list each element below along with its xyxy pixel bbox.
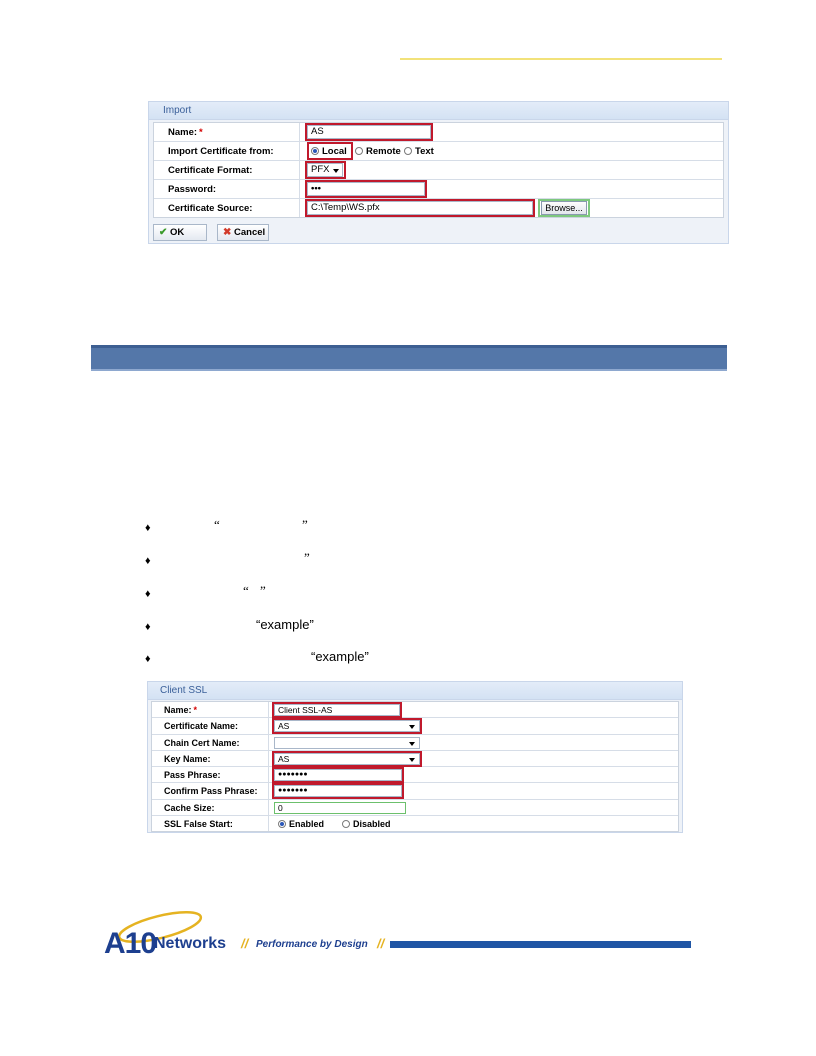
client-ssl-title: Client SSL (148, 682, 682, 700)
cert-name-highlight (272, 718, 422, 734)
client-ssl-form (151, 701, 679, 832)
radio-disabled[interactable]: Disabled (342, 819, 391, 829)
ssl-name-row (152, 702, 678, 718)
import-panel-title: Import (149, 102, 728, 120)
check-icon: ✔ (159, 227, 168, 238)
cancel-label: Cancel (234, 227, 266, 238)
confirm-pass-input[interactable]: ●●●●●●● (274, 785, 402, 797)
quoted-example: “example” (256, 617, 314, 632)
radio-remote[interactable]: Remote (355, 146, 401, 157)
ssl-name-label: Name: * (164, 705, 198, 715)
radio-remote-dot[interactable] (355, 147, 363, 155)
browse-button[interactable]: Browse... (541, 201, 587, 215)
top-rule (400, 58, 722, 60)
logo-slashes: // (377, 936, 385, 951)
logo-networks-text: Networks (154, 935, 227, 952)
cache-size-label: Cache Size: (164, 802, 215, 813)
cert-name-row (152, 718, 678, 734)
false-start-row (152, 816, 678, 832)
quote-close: ” (260, 583, 266, 598)
radio-enabled-dot[interactable] (278, 820, 286, 828)
bullet-marker: ♦ (145, 653, 151, 665)
format-row (154, 161, 723, 180)
source-row (154, 199, 723, 218)
chain-cert-select[interactable] (274, 737, 420, 749)
section-band (91, 345, 727, 371)
false-start-label: SSL False Start: (164, 819, 233, 830)
quote-open: “ (243, 583, 249, 598)
import-button-bar (149, 221, 728, 243)
password-highlight (305, 180, 427, 198)
radio-text-dot[interactable] (404, 147, 412, 155)
a10-logo (100, 905, 700, 965)
required-mark: * (193, 705, 198, 715)
format-highlight (305, 161, 346, 179)
cache-size-input[interactable]: 0 (274, 802, 406, 814)
radio-local[interactable]: Local (311, 146, 347, 157)
radio-disabled-dot[interactable] (342, 820, 350, 828)
pass-phrase-input[interactable]: ●●●●●●● (274, 769, 402, 781)
logo-tagline: Performance by Design (256, 939, 368, 950)
quote-close: ” (302, 517, 308, 532)
cache-size-row (152, 800, 678, 816)
pass-phrase-row (152, 767, 678, 783)
password-row (154, 180, 723, 199)
logo-a10-mark: A10 (104, 927, 157, 960)
ssl-name-highlight (272, 702, 402, 718)
cert-name-value: AS (278, 721, 290, 732)
password-label: Password: (168, 184, 217, 195)
import-panel (148, 101, 729, 244)
name-row (154, 123, 723, 142)
quote-open: “ (214, 517, 220, 532)
local-highlight (307, 142, 353, 160)
ssl-name-input[interactable]: Client SSL-AS (274, 704, 400, 716)
close-icon: ✖ (223, 227, 232, 238)
browse-highlight (538, 199, 590, 217)
name-input[interactable]: AS (307, 125, 431, 139)
cert-name-label: Certificate Name: (164, 721, 239, 732)
confirm-pass-highlight (272, 783, 404, 799)
logo-slashes: // (241, 936, 249, 951)
source-label: Certificate Source: (168, 203, 253, 214)
format-value: PFX (311, 164, 330, 175)
key-name-row (152, 751, 678, 767)
bullet-marker: ♦ (145, 588, 151, 600)
required-mark: * (199, 127, 203, 138)
bullet-marker: ♦ (145, 621, 151, 633)
pass-phrase-label: Pass Phrase: (164, 770, 221, 781)
password-input[interactable]: ••• (307, 182, 425, 196)
chain-cert-label: Chain Cert Name: (164, 737, 240, 748)
bullet-marker: ♦ (145, 555, 151, 567)
quoted-example: “example” (311, 649, 369, 664)
confirm-pass-label: Confirm Pass Phrase: (164, 786, 258, 797)
client-ssl-panel (147, 681, 683, 833)
radio-enabled[interactable]: Enabled (278, 819, 324, 829)
source-input[interactable]: C:\Temp\WS.pfx (307, 201, 533, 215)
import-from-row (154, 142, 723, 161)
radio-text[interactable]: Text (404, 146, 434, 157)
chevron-down-icon (409, 742, 415, 746)
chain-cert-row (152, 735, 678, 751)
name-label: Name: * (168, 127, 203, 138)
key-name-value: AS (278, 753, 290, 764)
pass-phrase-highlight (272, 767, 404, 783)
ok-label: OK (170, 227, 185, 238)
source-highlight (305, 199, 535, 217)
cancel-button[interactable] (217, 224, 269, 241)
confirm-pass-row (152, 783, 678, 799)
name-highlight (305, 123, 433, 141)
logo-bar (390, 941, 691, 948)
import-from-label: Import Certificate from: (168, 146, 274, 157)
import-form (153, 122, 724, 218)
quote-close: ” (304, 550, 310, 565)
ok-button[interactable] (153, 224, 207, 241)
key-name-highlight (272, 751, 422, 767)
format-label: Certificate Format: (168, 165, 253, 176)
key-name-label: Key Name: (164, 753, 211, 764)
bullet-marker: ♦ (145, 522, 151, 534)
